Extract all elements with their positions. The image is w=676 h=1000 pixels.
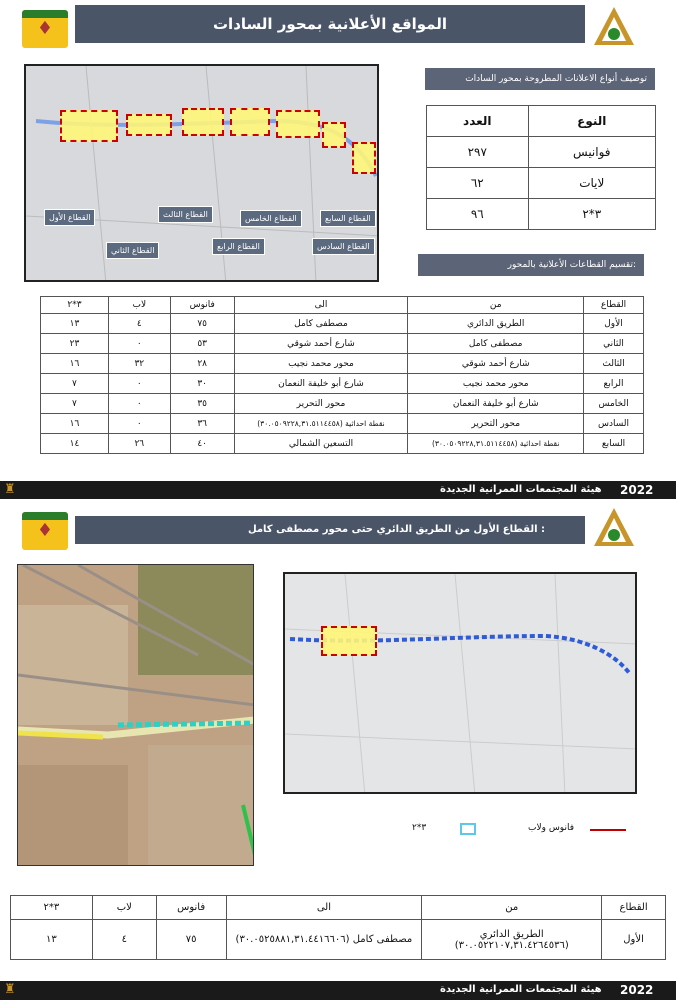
map-label-sector-7: القطاع السابع [320, 210, 376, 227]
cell: السادس [584, 414, 644, 434]
cell: ٥٣ [170, 334, 234, 354]
cell: الطريق الدائري [408, 314, 584, 334]
sectors-heading: تقسيم القطاعات الأعلانية بالمحور: [418, 254, 644, 276]
legend-lantern-label: فانوس ولاب [528, 823, 574, 833]
cell: الثاني [584, 334, 644, 354]
col-header: القطاع [584, 297, 644, 314]
cell: ٣٥ [170, 394, 234, 414]
cell: مصطفى كامل (٣٠.٠٥٢٥٨٨١,٣١.٤٤١٦٦٠٦) [226, 920, 422, 960]
cell: نقطة احداثية (٣٠.٠٥٠٩٢٢٨,٣١.٥١١٤٤٥٨) [408, 434, 584, 454]
cell: الثالث [584, 354, 644, 374]
cell: ١٦ [41, 414, 109, 434]
col-header: لاب [92, 896, 156, 920]
page1-title: المواقع الأعلانية بمحور السادات [75, 5, 585, 43]
types-cell: ٣*٢ [528, 199, 655, 230]
authority-logo-2 [590, 506, 638, 556]
cell: ١٤ [41, 434, 109, 454]
cell: شارع أبو خليفة النعمان [234, 374, 408, 394]
sectors-map [24, 64, 379, 282]
types-heading: توصيف أنواع الاعلانات المطروحة بمحور السادات [425, 68, 655, 90]
cell: ٧ [41, 394, 109, 414]
cell: ٤٠ [170, 434, 234, 454]
footer-org: هيئة المجتمعات العمرانية الجديدة [440, 984, 602, 995]
types-cell: فوانيس [528, 137, 655, 168]
table-row [11, 920, 666, 960]
cell: ٢٣ [41, 334, 109, 354]
cell: السابع [584, 434, 644, 454]
badge-logo-left: ♦ [22, 10, 68, 48]
cell: محور محمد نجيب [408, 374, 584, 394]
col-header: فانوس [156, 896, 226, 920]
types-cell: ٢٩٧ [427, 137, 529, 168]
page1-footer [0, 481, 676, 499]
cell: مصطفى كامل [234, 314, 408, 334]
cell: التسعين الشمالي [234, 434, 408, 454]
cell: محور التحرير [234, 394, 408, 414]
types-table [426, 105, 656, 230]
cell: محور محمد نجيب [234, 354, 408, 374]
col-header: من [422, 896, 602, 920]
cell: الأول [602, 920, 666, 960]
cell: مصطفى كامل [408, 334, 584, 354]
page2-title: القطاع الأول من الطريق الدائري حتى محور مصطفى كامل : [75, 516, 585, 544]
col-header: ٣*٢ [41, 297, 109, 314]
cell: ٠ [108, 334, 170, 354]
sector1-map [283, 572, 637, 794]
col-header: القطاع [602, 896, 666, 920]
map-label-sector-6: القطاع السادس [312, 238, 375, 255]
cell: ٣٠ [170, 374, 234, 394]
map-label-sector-2: القطاع الثاني [106, 242, 159, 259]
cell: شارع أبو خليفة النعمان [408, 394, 584, 414]
map-label-sector-1: القطاع الأول [44, 209, 95, 226]
legend-32-swatch [460, 823, 476, 835]
cell: محور التحرير [408, 414, 584, 434]
types-cell: ٩٦ [427, 199, 529, 230]
cell: ٣٢ [108, 354, 170, 374]
cell: الأول [584, 314, 644, 334]
types-header-count: العدد [427, 106, 529, 137]
map-label-sector-4: القطاع الرابع [212, 238, 265, 255]
legend-32-label: ٣*٢ [412, 823, 427, 833]
col-header: الى [234, 297, 408, 314]
cell: ١٦ [41, 354, 109, 374]
legend-lantern-line [590, 829, 626, 831]
cell: ٠ [108, 414, 170, 434]
map-label-sector-3: القطاع الثالث [158, 206, 213, 223]
col-header: فانوس [170, 297, 234, 314]
satellite-image [17, 564, 254, 866]
sector1-highlight [321, 626, 377, 656]
eagle-icon: ♜ [4, 982, 16, 997]
table-row [41, 314, 644, 334]
cell: ٢٦ [108, 434, 170, 454]
types-header-type: النوع [528, 106, 655, 137]
table-row [41, 374, 644, 394]
col-header: الى [226, 896, 422, 920]
col-header: لاب [108, 297, 170, 314]
cell: ٠ [108, 394, 170, 414]
cell: ٧ [41, 374, 109, 394]
col-header: من [408, 297, 584, 314]
cell: نقطة احداثية (٣٠.٠٥٠٩٢٢٨,٣١.٥١١٤٤٥٨) [234, 414, 408, 434]
authority-logo [590, 5, 638, 55]
table-row [41, 334, 644, 354]
footer-year: 2022 [620, 483, 654, 497]
sectors-table [40, 296, 644, 454]
cell: ٠ [108, 374, 170, 394]
badge-logo-left-2: ♦ [22, 512, 68, 550]
cell: ٤ [108, 314, 170, 334]
cell: ٢٨ [170, 354, 234, 374]
footer-year: 2022 [620, 983, 654, 997]
cell: ٧٥ [156, 920, 226, 960]
types-cell: لايات [528, 168, 655, 199]
cell: ١٣ [41, 314, 109, 334]
map-label-sector-5: القطاع الخامس [240, 210, 302, 227]
cell: ٧٥ [170, 314, 234, 334]
cell: ٣٦ [170, 414, 234, 434]
col-header: ٣*٢ [11, 896, 93, 920]
table-row [41, 414, 644, 434]
cell: الخامس [584, 394, 644, 414]
table-row [41, 394, 644, 414]
cell: الرابع [584, 374, 644, 394]
cell: الطريق الدائري (٣٠.٠٥٢٢١٠٧,٣١.٤٢٦٤٥٣٦) [422, 920, 602, 960]
cell: ١٣ [11, 920, 93, 960]
cell: شارع أحمد شوقي [234, 334, 408, 354]
types-cell: ٦٢ [427, 168, 529, 199]
sector1-table [10, 895, 666, 960]
cell: شارع أحمد شوقي [408, 354, 584, 374]
table-row [41, 434, 644, 454]
page2-footer [0, 981, 676, 1000]
table-row [41, 354, 644, 374]
footer-org: هيئة المجتمعات العمرانية الجديدة [440, 484, 602, 495]
eagle-icon: ♜ [4, 482, 16, 497]
cell: ٤ [92, 920, 156, 960]
